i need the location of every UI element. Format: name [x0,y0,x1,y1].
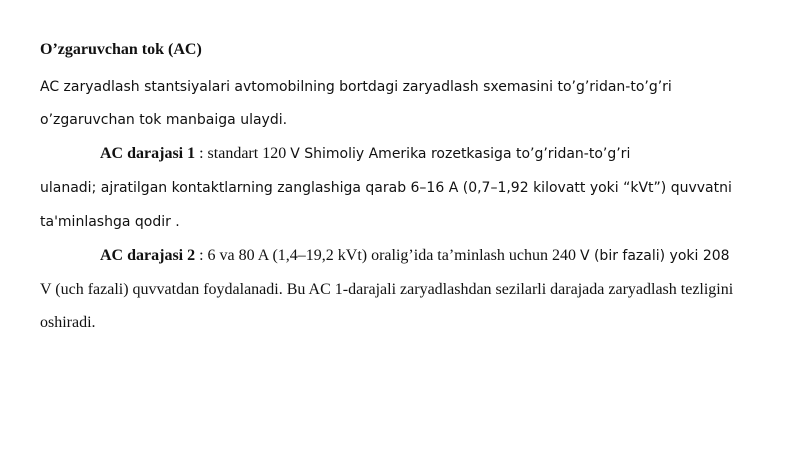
ac-level-2-paragraph [40,239,770,339]
ac-level-2-text-a: : 6 va 80 A (1,4–19,2 kVt) oralig’ida ta’minlash uchun 240 [195,247,580,264]
ac-level-1-paragraph [40,137,770,239]
ac-level-1-term: AC darajasi 1 [100,145,196,162]
document-page [40,38,770,339]
ac-level-1-text-b: V Shimoliy Amerika rozetkasiga to’g’ridan-to’g’ri [290,146,631,162]
ac-level-1-text-a: : standart 120 [195,145,291,162]
ac-level-1-text-c: ulanadi; ajratilgan kontaktlarning zanglashiga qarab 6–16 A (0,7–1,92 kilovatt yoki “kVt”) quvvatni ta'minlashga qodir . [40,180,732,230]
ac-level-2-text-b: V (bir fazali) yoki 208 [579,248,730,264]
intro-paragraph: AC zaryadlash stantsiyalari avtomobilning bortdagi zaryadlash sxemasini to’g’ridan-to’g’ri o’zgaruvchan tok manbaiga ulaydi. [40,79,672,128]
ac-level-2-term: AC darajasi 2 [100,247,196,264]
section-heading: O’zgaruvchan tok (AC) [40,41,202,58]
ac-level-2-text-c: V (uch fazali) quvvatdan foydalanadi. Bu AC 1-darajali zaryadlashdan sezilarli darajada zaryadlash tezligini oshiradi. [40,281,734,331]
